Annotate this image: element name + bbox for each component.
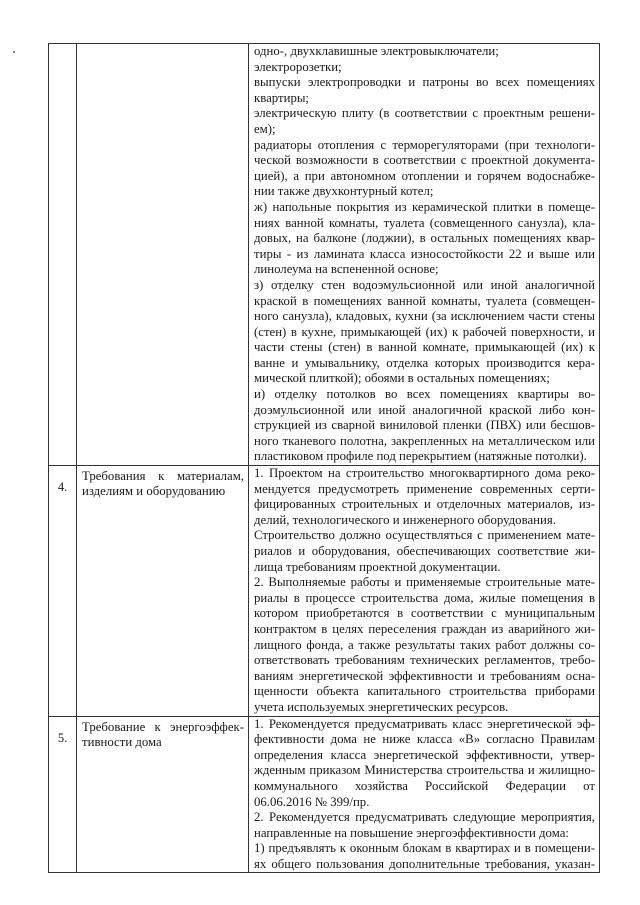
text-line: нии также двухконтурный котел;	[254, 184, 434, 199]
text-line: з) отделку стен водоэмульсионной или иной аналогичной	[254, 277, 595, 292]
text-line: 1) предъявлять к оконным блокам в квартирах и в помещени-	[254, 841, 595, 856]
requirement-text	[249, 717, 599, 873]
text-line: линолеума на вспененной основе;	[254, 262, 439, 277]
requirement-text	[249, 44, 599, 465]
text-line: щенности объекта капитального строительства приборами	[254, 684, 595, 699]
row-number-cell	[49, 466, 77, 717]
text-line: 1. Рекомендуется предусматривать класс энергетической эф-	[254, 716, 595, 731]
row-number	[49, 44, 76, 58]
text-line: ванне и умывальнику, отделка которых производится кера-	[254, 355, 595, 370]
text-line: коммунального хозяйства Российской Федерации от	[254, 778, 595, 793]
table-row-5	[49, 716, 600, 873]
requirement-text-cell	[249, 44, 600, 466]
text-line: и) отделку потолков во всех помещениях квартиры во-	[254, 387, 595, 402]
text-line: ного тканевого полотна, закрепленных на металлическом или	[254, 433, 595, 448]
requirement-title-cell	[77, 44, 249, 466]
text-line: радиаторы отопления с терморегуляторами (при технологи-	[254, 137, 595, 152]
text-line: фективности дома не ниже класса «В» согласно Правилам	[254, 732, 595, 747]
row-number: 4.	[57, 480, 68, 495]
text-line: электророзетки;	[254, 59, 342, 74]
requirement-title-cell	[77, 716, 249, 873]
text-line: 1. Проектом на строительство многоквартирного дома реко-	[254, 466, 595, 481]
text-line: мендуется предусмотреть применение современных серти-	[254, 481, 595, 496]
requirement-text-cell	[249, 716, 600, 873]
requirement-text-cell	[249, 466, 600, 717]
row-number-cell	[49, 44, 77, 466]
text-line: жденным приказом Министерства строительства и жилищно-	[254, 763, 595, 778]
table-row-4	[49, 466, 600, 717]
requirement-title: Требования к материалам, изделиям и оборудованию	[82, 469, 244, 499]
table-row-continuation	[49, 44, 600, 466]
text-line: цией), а при автономном отоплении и горячем водоснабже-	[254, 168, 595, 183]
row-number-cell	[49, 716, 77, 873]
requirement-title: Требование к энергоэффек-тивности дома	[82, 719, 244, 749]
text-line: струкцией из сварной виниловой пленки (ПВХ) или бесшов-	[254, 418, 595, 433]
text-line: лищного фонда, а также результаты таких работ должны со-	[254, 637, 595, 652]
text-line: ного санузла), кладовых, кухни (за исключением части стены	[254, 309, 595, 324]
text-line: (стен) в кухне, примыкающей (их) к рабочей поверхности, и	[254, 324, 595, 339]
text-line: делий, технологического и инженерного оборудования.	[254, 512, 556, 527]
text-line: части стены (стен) в ванной комнате, примыкающей (их) к	[254, 340, 595, 355]
text-line: доэмульсионной или иной аналогичной краской либо кон-	[254, 402, 595, 417]
text-line: котором приобретаются в соответствии с муниципальным	[254, 606, 595, 621]
text-line: определения класса энергетической эффективности, утвер-	[254, 747, 595, 762]
text-line: краской в помещениях ванной комнаты, туалета (совмещен-	[254, 293, 595, 308]
text-line: ях общего пользования дополнительные требования, указан-	[254, 856, 595, 871]
text-line: мической плиткой); обоями в остальных помещениях;	[254, 371, 550, 386]
text-line: ниях ванной комнаты, туалета (совмещенного санузла), кла-	[254, 215, 595, 230]
requirement-text	[249, 466, 599, 716]
text-line: ж) напольные покрытия из керамической плитки в помеще-	[254, 199, 595, 214]
text-line: ем);	[254, 121, 276, 136]
text-line: пластиковом профиле под перекрытием (натяжные потолки).	[254, 449, 587, 464]
requirement-title-cell	[77, 466, 249, 717]
text-line: ответствовать требованиям технических регламентов, требо-	[254, 653, 595, 668]
text-line: риалов и оборудования, обеспечивающих соответствие жи-	[254, 544, 595, 558]
text-line: контрактом в целях переселения граждан из аварийного жи-	[254, 621, 595, 636]
text-line: направленные на повышение энергоэффективности дома:	[254, 825, 569, 840]
scan-speck	[13, 51, 15, 53]
text-line: учета используемых энергетических ресурсов.	[254, 699, 509, 714]
document-page	[48, 43, 600, 873]
text-line: ваниям энергетической эффективности и требованиям осна-	[254, 668, 595, 683]
text-line: 2. Рекомендуется предусматривать следующие мероприятия,	[254, 810, 595, 825]
text-line: электрическую плиту (в соответствии с проектным решени-	[254, 106, 595, 121]
text-line: квартиры;	[254, 90, 309, 105]
text-line: выпуски электропроводки и патроны во всех помещениях	[254, 75, 595, 90]
text-line: тиры - из ламината класса износостойкости 22 и выше или	[254, 246, 595, 261]
text-line: лища требованиям проектной документации.	[254, 559, 501, 574]
text-line: одно-, двухклавишные электровыключатели;	[254, 44, 499, 58]
requirement-title	[77, 44, 248, 47]
text-line: Строительство должно осуществляться с применением мате-	[254, 528, 595, 543]
text-line: 06.06.2016 № 399/пр.	[254, 794, 370, 809]
text-line: фицированных строительных и отделочных материалов, из-	[254, 497, 595, 512]
text-line: 2. Выполняемые работы и применяемые строительные мате-	[254, 575, 595, 590]
text-line: довых, на балконе (лоджии), в остальных помещениях квар-	[254, 231, 595, 246]
row-number: 5.	[57, 730, 68, 745]
text-line: риалы в процессе строительства дома, жилые помещения в	[254, 590, 595, 605]
text-line: ческой возможности в соответствии с проектной документа-	[254, 153, 595, 168]
requirements-table	[48, 43, 600, 873]
